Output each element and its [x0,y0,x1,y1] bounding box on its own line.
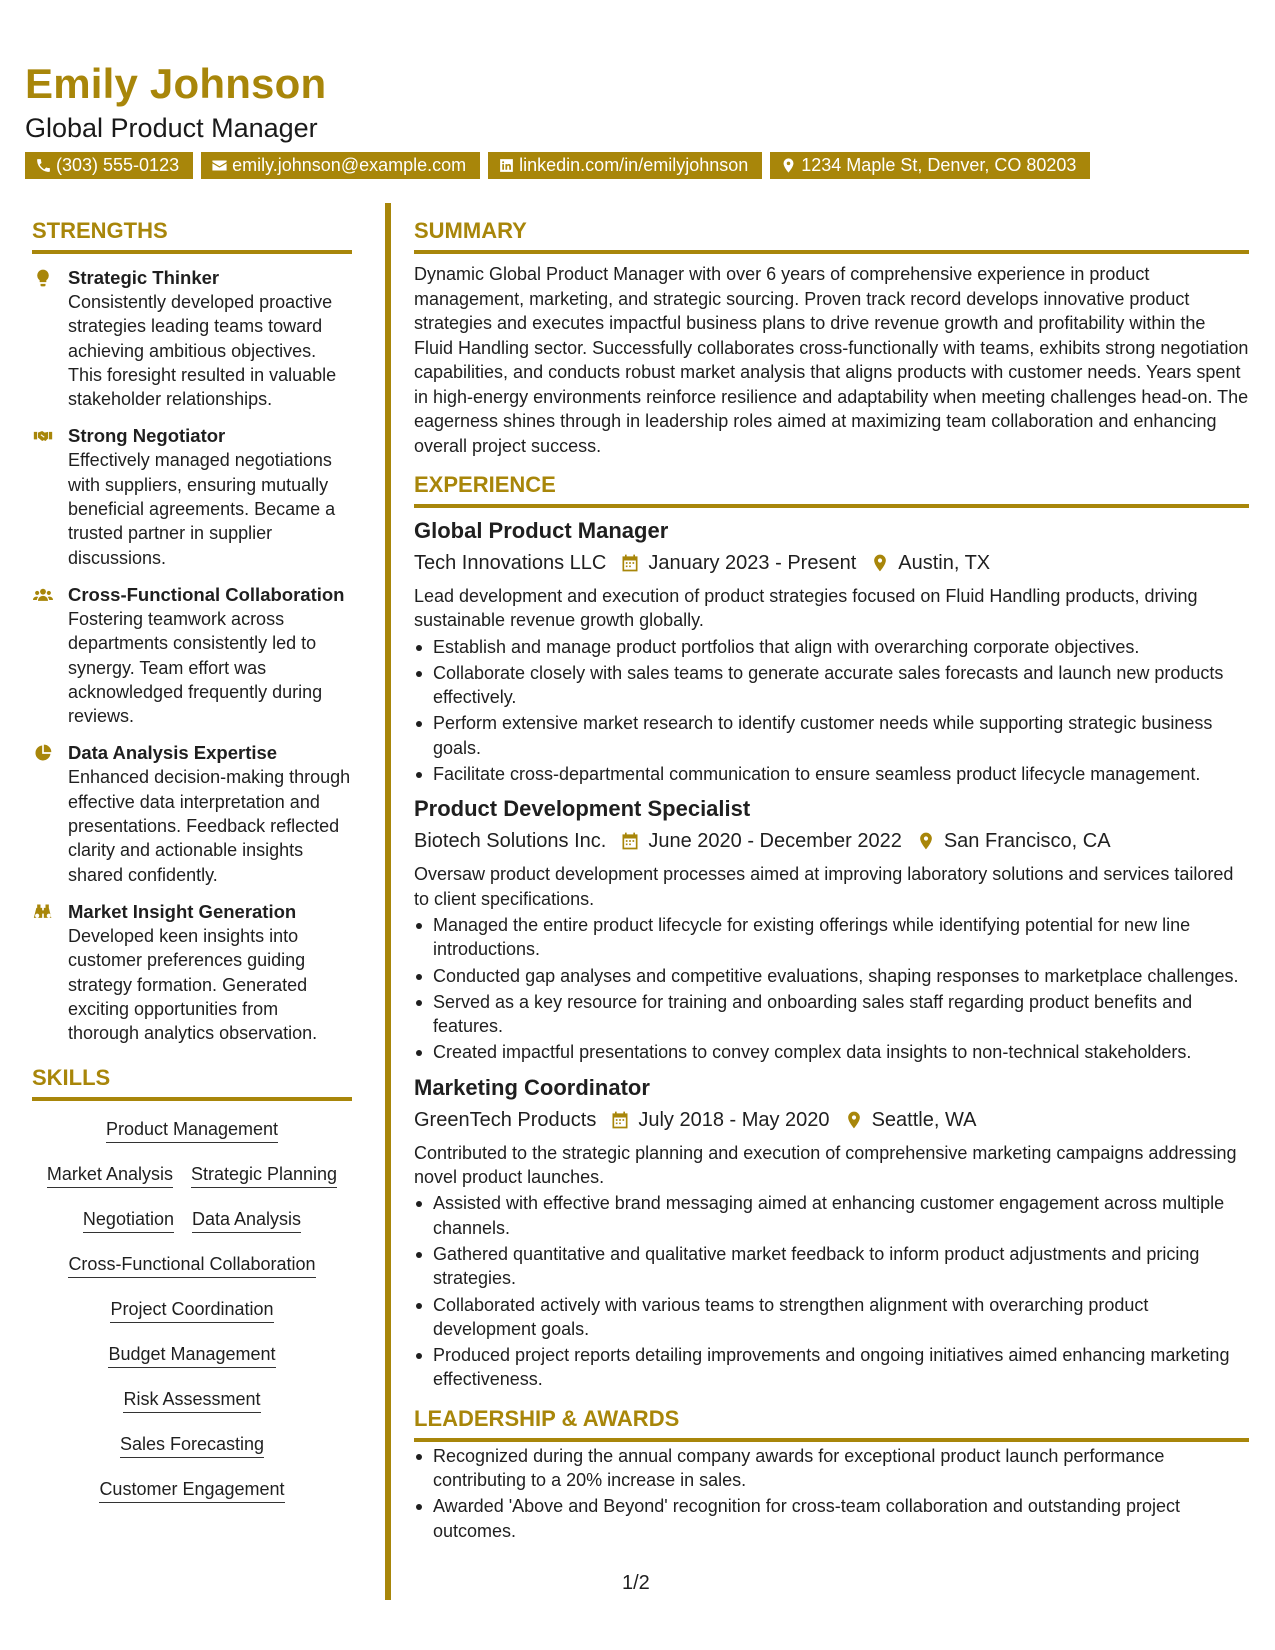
job-entry [414,516,1249,786]
job-location: Seattle, WA [871,1108,977,1131]
pie-chart-icon [32,743,54,763]
envelope-icon [211,157,228,174]
job-dates: June 2020 - December 2022 [648,830,902,853]
left-column [32,218,352,1522]
skill-tag: Project Coordination [110,1297,273,1323]
map-marker-icon [870,552,890,574]
job-bullets [414,635,1249,787]
skill-tag: Strategic Planning [191,1162,337,1188]
strength-item [32,266,352,411]
list-item: Facilitate cross-departmental communication to ensure seamless product lifecycle management. [414,762,1249,786]
strength-desc: Developed keen insights into customer preferences guiding strategy formation. Generated exciting opportunities from thorough analytics observation. [68,925,318,1044]
map-marker-icon [780,157,797,174]
page-number: 1/2 [622,1572,650,1594]
job-description: Contributed to the strategic planning and execution of comprehensive marketing campaigns addressing novel product launches. [414,1142,1237,1188]
strength-desc: Enhanced decision-making through effective data interpretation and presentations. Feedback reflected clarity and actionable insights shared confidently. [68,767,351,885]
map-marker-icon [916,830,936,852]
job-location: San Francisco, CA [943,830,1111,853]
contact-linkedin[interactable] [488,152,762,179]
candidate-title: Global Product Manager [25,113,318,143]
job-location: Austin, TX [898,552,991,574]
list-item: Gathered quantitative and qualitative market feedback to inform product adjustments and pricing strategies. [414,1242,1249,1291]
skill-tag: Cross-Functional Collaboration [68,1252,315,1278]
map-marker-icon [844,1109,864,1131]
right-column [414,218,1249,1545]
list-item: Created impactful presentations to convey complex data insights to non-technical stakeholders. [414,1040,1249,1064]
job-bullets [414,913,1249,1065]
contact-address [770,152,1090,179]
job-dates: July 2018 - May 2020 [638,1108,830,1131]
list-item: Served as a key resource for training and onboarding sales staff regarding product benefits and features. [414,990,1249,1039]
list-item: Recognized during the annual company awards for exceptional product launch performance contributing to a 20% increase in sales. [414,1444,1249,1493]
binoculars-icon [32,902,54,922]
job-entry [414,794,1249,1064]
candidate-name: Emily Johnson [25,60,327,107]
strength-title: Strong Negotiator [68,425,226,447]
contact-phone[interactable] [25,152,193,179]
strengths-heading: STRENGTHS [32,218,352,254]
experience-heading: EXPERIENCE [414,472,1249,508]
job-company: GreenTech Products [414,1108,597,1131]
skill-tag: Product Management [106,1117,278,1143]
contact-email-text: emily.johnson@example.com [232,155,467,175]
strength-title: Cross-Functional Collaboration [68,583,345,605]
summary-text: Dynamic Global Product Manager with over 6 years of comprehensive experience in product management, marketing, and strategic sourcing. Proven track record develops innovative product strategies and executes impactful business plans to drive revenue growth and profitability within the Fluid Handling sector. Successfully collaborates cross-functionally with teams, exhibits strong negotiation capabilities, and conducts robust market analysis that aligns products with customer needs. Years spent in high-energy environments reinforce resilience and adaptability when meeting challenges head-on. The eagerness shines through in leadership roles aimed at maximizing team collaboration and enhancing overall project success. [414,264,1249,456]
skill-tag: Customer Engagement [99,1477,284,1503]
contact-linkedin-text: linkedin.com/in/emilyjohnson [519,155,749,175]
job-bullets [414,1191,1249,1391]
strength-title: Strategic Thinker [68,267,220,288]
strength-item [32,583,352,728]
job-dates: January 2023 - Present [648,552,857,574]
calendar-icon [610,1109,630,1131]
lightbulb-icon [32,268,54,288]
skills-heading: SKILLS [32,1065,352,1101]
strengths-list [32,266,352,1045]
job-title: Marketing Coordinator [414,1074,650,1100]
job-company: Tech Innovations LLC [414,552,607,574]
summary-heading: SUMMARY [414,218,1249,254]
job-company: Biotech Solutions Inc. [414,830,607,853]
calendar-icon [620,552,640,574]
users-icon [32,585,54,605]
list-item: Produced project reports detailing improvements and ongoing initiatives aimed enhancing marketing effectiveness. [414,1343,1249,1392]
leadership-heading: LEADERSHIP & AWARDS [414,1406,1249,1442]
skill-tag: Data Analysis [192,1207,301,1233]
skill-tag: Negotiation [83,1207,174,1233]
strength-desc: Fostering teamwork across departments consistently led to synergy. Team effort was acknowledged frequently during reviews. [68,608,323,727]
strength-desc: Consistently developed proactive strategies leading teams toward achieving ambitious objectives. This foresight resulted in valuable stakeholder relationships. [68,292,337,410]
contact-bar [25,152,1090,179]
list-item: Awarded 'Above and Beyond' recognition for cross-team collaboration and outstanding project outcomes. [414,1494,1249,1543]
job-title: Product Development Specialist [414,796,751,822]
job-meta [414,1105,1249,1135]
skills-list [32,1117,352,1522]
strength-title: Market Insight Generation [68,900,297,922]
strength-desc: Effectively managed negotiations with suppliers, ensuring mutually beneficial agreements. Became a trusted partner in supplier discussions. [68,450,336,568]
handshake-icon [32,426,54,446]
strength-item [32,900,352,1045]
awards-list [414,1444,1249,1543]
skill-tag: Risk Assessment [123,1387,260,1413]
job-meta [414,826,1249,856]
list-item: Conducted gap analyses and competitive evaluations, shaping responses to marketplace challenges. [414,964,1249,988]
strength-title: Data Analysis Expertise [68,742,278,764]
job-description: Oversaw product development processes aimed at improving laboratory solutions and services tailored to client specifications. [414,864,1234,909]
list-item: Assisted with effective brand messaging aimed at enhancing customer engagement across multiple channels. [414,1191,1249,1240]
strength-item [32,741,352,886]
linkedin-icon [498,157,515,174]
skill-tag: Sales Forecasting [120,1432,264,1458]
phone-icon [35,157,52,174]
list-item: Collaborate closely with sales teams to generate accurate sales forecasts and launch new products effectively. [414,661,1249,710]
contact-email[interactable] [201,152,480,179]
list-item: Collaborated actively with various teams to strengthen alignment with overarching product development goals. [414,1293,1249,1342]
calendar-icon [620,830,640,852]
job-meta [414,548,1249,578]
column-divider [385,203,391,1600]
job-description: Lead development and execution of product strategies focused on Fluid Handling products, driving sustainable revenue growth globally. [414,586,1198,631]
skill-tag: Budget Management [108,1342,275,1368]
list-item: Managed the entire product lifecycle for existing offerings while identifying potential for new line introductions. [414,913,1249,962]
contact-address-text: 1234 Maple St, Denver, CO 80203 [801,155,1077,175]
list-item: Perform extensive market research to identify customer needs while supporting strategic business goals. [414,711,1249,760]
strength-item [32,424,352,569]
job-entry [414,1073,1249,1392]
job-title: Global Product Manager [414,518,669,543]
contact-phone-text: (303) 555-0123 [56,155,180,175]
list-item: Establish and manage product portfolios that align with overarching corporate objectives. [414,635,1249,659]
skill-tag: Market Analysis [47,1162,173,1188]
